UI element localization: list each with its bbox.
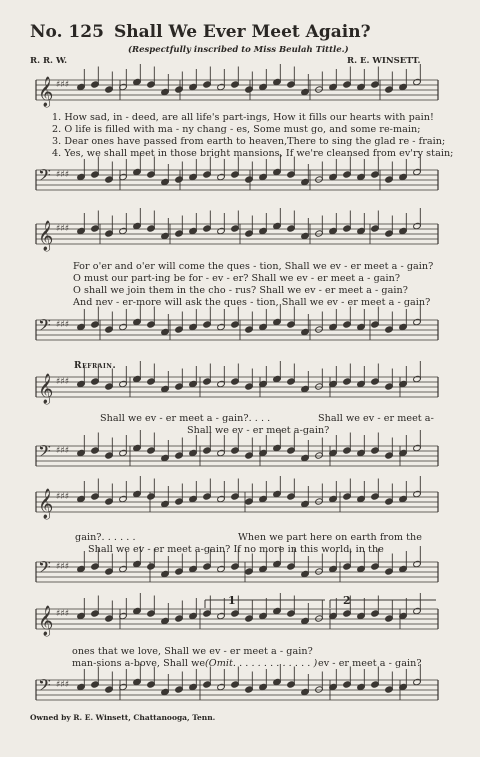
refrain-label: Refrain.: [74, 361, 117, 371]
key-signature-icon: ♯♯♯: [56, 377, 70, 387]
refrain-line-2-upper-left: gain?. . . . . .: [75, 532, 136, 543]
refrain-line-3-lower-right: ev - er meet a - gain?: [318, 658, 422, 669]
refrain-line-3-upper: ones that we love, Shall we ev - er meet a - gain?: [72, 646, 313, 657]
hymn-title: Shall We Ever Meet Again?: [114, 22, 371, 42]
refrain-line-1-upper-right: Shall we ev - er meet a-: [318, 413, 434, 424]
key-signature-icon: ♯♯♯: [56, 80, 70, 90]
bass-clef-icon: 𝄢: [38, 315, 51, 339]
key-signature-icon: ♯♯♯: [56, 609, 70, 619]
bass-clef-icon: 𝄢: [38, 441, 51, 465]
words-credit: R. R. W.: [30, 56, 68, 66]
treble-clef-icon: 𝄞: [38, 221, 54, 251]
key-signature-icon: ♯♯♯: [56, 492, 70, 502]
verse-1-continued: For o'er and o'er will come the ques - tion, Shall we ev - er meet a - gain?: [73, 261, 434, 272]
treble-clef-icon: 𝄞: [38, 374, 54, 404]
refrain-line-1-upper: Shall we ev - er meet a - gain?. . . .: [100, 413, 271, 424]
key-signature-icon: ♯♯♯: [56, 224, 70, 234]
refrain-line-1-lower: Shall we ev - er meet a-gain?: [187, 425, 330, 436]
verse-3-continued: O shall we join them in the cho - rus? Shall we ev - er meet a - gain?: [73, 285, 408, 296]
key-signature-icon: ♯♯♯: [56, 562, 70, 572]
refrain-line-2-upper-right: When we part here on earth from the: [238, 532, 422, 543]
key-signature-icon: ♯♯♯: [56, 170, 70, 180]
hymn-number: No. 125: [30, 22, 104, 42]
verse-1: 1. How sad, in - deed, are all life's part-ings, How it fills our hearts with pain!: [52, 112, 434, 123]
music-credit: R. E. WINSETT.: [347, 56, 421, 66]
key-signature-icon: ♯♯♯: [56, 446, 70, 456]
verse-4: 4. Yes, we shall meet in those bright mansions, If we're cleansed from ev'ry stain;: [52, 148, 454, 159]
refrain-line-3-lower-left: man-sions a-bove, Shall we: [72, 658, 206, 669]
bass-clef-icon: 𝄢: [38, 675, 51, 699]
treble-clef-icon: 𝄞: [38, 606, 54, 636]
verse-3: 3. Dear ones have passed from earth to heaven,There to sing the glad re - frain;: [52, 136, 446, 147]
ownership-notice: Owned by R. E. Winsett, Chattanooga, Tenn.: [30, 713, 216, 722]
key-signature-icon: ♯♯♯: [56, 320, 70, 330]
dedication: (Respectfully inscribed to Miss Beulah Tittle.): [128, 45, 349, 55]
treble-clef-icon: 𝄞: [38, 77, 54, 107]
verse-4-continued: And nev - er-more will ask the ques - tion, Shall we ev - er meet a - gain?: [73, 297, 431, 308]
first-ending-marker: 1: [228, 594, 236, 607]
verse-2-continued: O must our part-ing be for - ev - er? Shall we ev - er meet a - gain?: [73, 273, 401, 284]
bass-clef-icon: 𝄢: [38, 165, 51, 189]
refrain-line-3-omit: (Omit. . . . . . . . . . . . . ): [205, 658, 318, 669]
second-ending-marker: 2: [343, 594, 351, 607]
bass-clef-icon: 𝄢: [38, 557, 51, 581]
refrain-line-2-lower: Shall we ev - er meet a-gain? If no more in this world, in the: [88, 544, 384, 555]
verse-2: 2. O life is filled with ma - ny chang - es, Some must go, and some re-main;: [52, 124, 421, 135]
treble-clef-icon: 𝄞: [38, 489, 54, 519]
key-signature-icon: ♯♯♯: [56, 680, 70, 690]
